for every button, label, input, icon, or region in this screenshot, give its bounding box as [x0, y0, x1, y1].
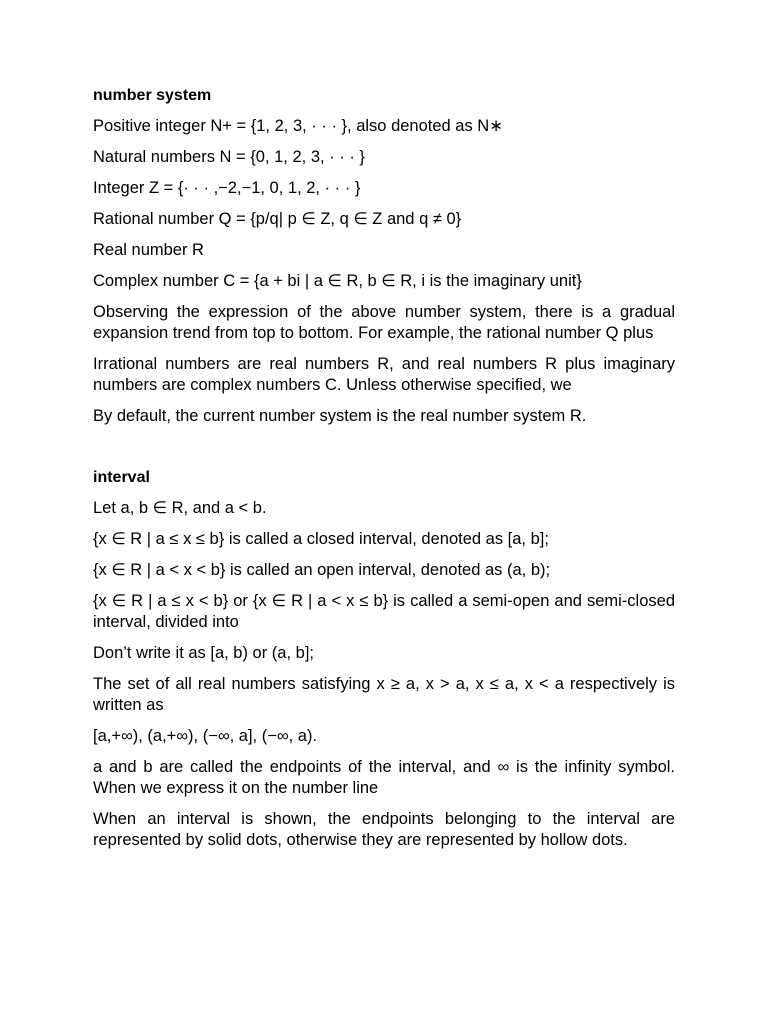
paragraph-dont-write: Don’t write it as [a, b) or (a, b]; — [93, 644, 314, 662]
paragraph-open-interval: {x ∈ R | a < x < b} is called an open interval, denoted as (a, b); — [93, 561, 551, 579]
paragraph-irrational-numbers: Irrational numbers are real numbers R, and real numbers R plus imaginary numbers are complex numbers C. Unless otherwise specified, we — [93, 355, 675, 394]
section-heading-interval: interval — [93, 469, 150, 486]
paragraph-endpoints: a and b are called the endpoints of the interval, and ∞ is the infinity symbol. When we express it on the number line — [93, 758, 675, 797]
paragraph-semi-open-interval: {x ∈ R | a ≤ x < b} or {x ∈ R | a < x ≤ b} is called a semi-open and semi-closed interval, divided into — [93, 592, 675, 631]
paragraph-solid-hollow-dots: When an interval is shown, the endpoints belonging to the interval are represented by solid dots, otherwise they are represented by hollow dots. — [93, 810, 675, 849]
paragraph-real-number: Real number R — [93, 241, 204, 259]
paragraph-positive-integer: Positive integer N+ = {1, 2, 3, · · · }, also denoted as N∗ — [93, 117, 504, 135]
paragraph-set-of-all-reals: The set of all real numbers satisfying x ≥ a, x > a, x ≤ a, x < a respectively is written as — [93, 675, 675, 714]
section-heading-number-system: number system — [93, 87, 212, 104]
section-spacer — [93, 437, 675, 467]
paragraph-infinite-intervals: [a,+∞), (a,+∞), (−∞, a], (−∞, a). — [93, 727, 318, 745]
paragraph-complex-number: Complex number C = {a + bi | a ∈ R, b ∈ R, i is the imaginary unit} — [93, 272, 582, 290]
paragraph-integer: Integer Z = {· · · ,−2,−1, 0, 1, 2, · · · } — [93, 179, 361, 197]
paragraph-natural-numbers: Natural numbers N = {0, 1, 2, 3, · · · } — [93, 148, 365, 166]
paragraph-let-a-b: Let a, b ∈ R, and a < b. — [93, 499, 267, 517]
paragraph-default-system: By default, the current number system is the real number system R. — [93, 407, 587, 425]
document-page — [93, 85, 675, 861]
paragraph-closed-interval: {x ∈ R | a ≤ x ≤ b} is called a closed interval, denoted as [a, b]; — [93, 530, 549, 548]
paragraph-rational-number: Rational number Q = {p/q| p ∈ Z, q ∈ Z and q ≠ 0} — [93, 210, 462, 228]
paragraph-observing-expansion: Observing the expression of the above number system, there is a gradual expansion trend from top to bottom. For example, the rational number Q plus — [93, 303, 675, 342]
